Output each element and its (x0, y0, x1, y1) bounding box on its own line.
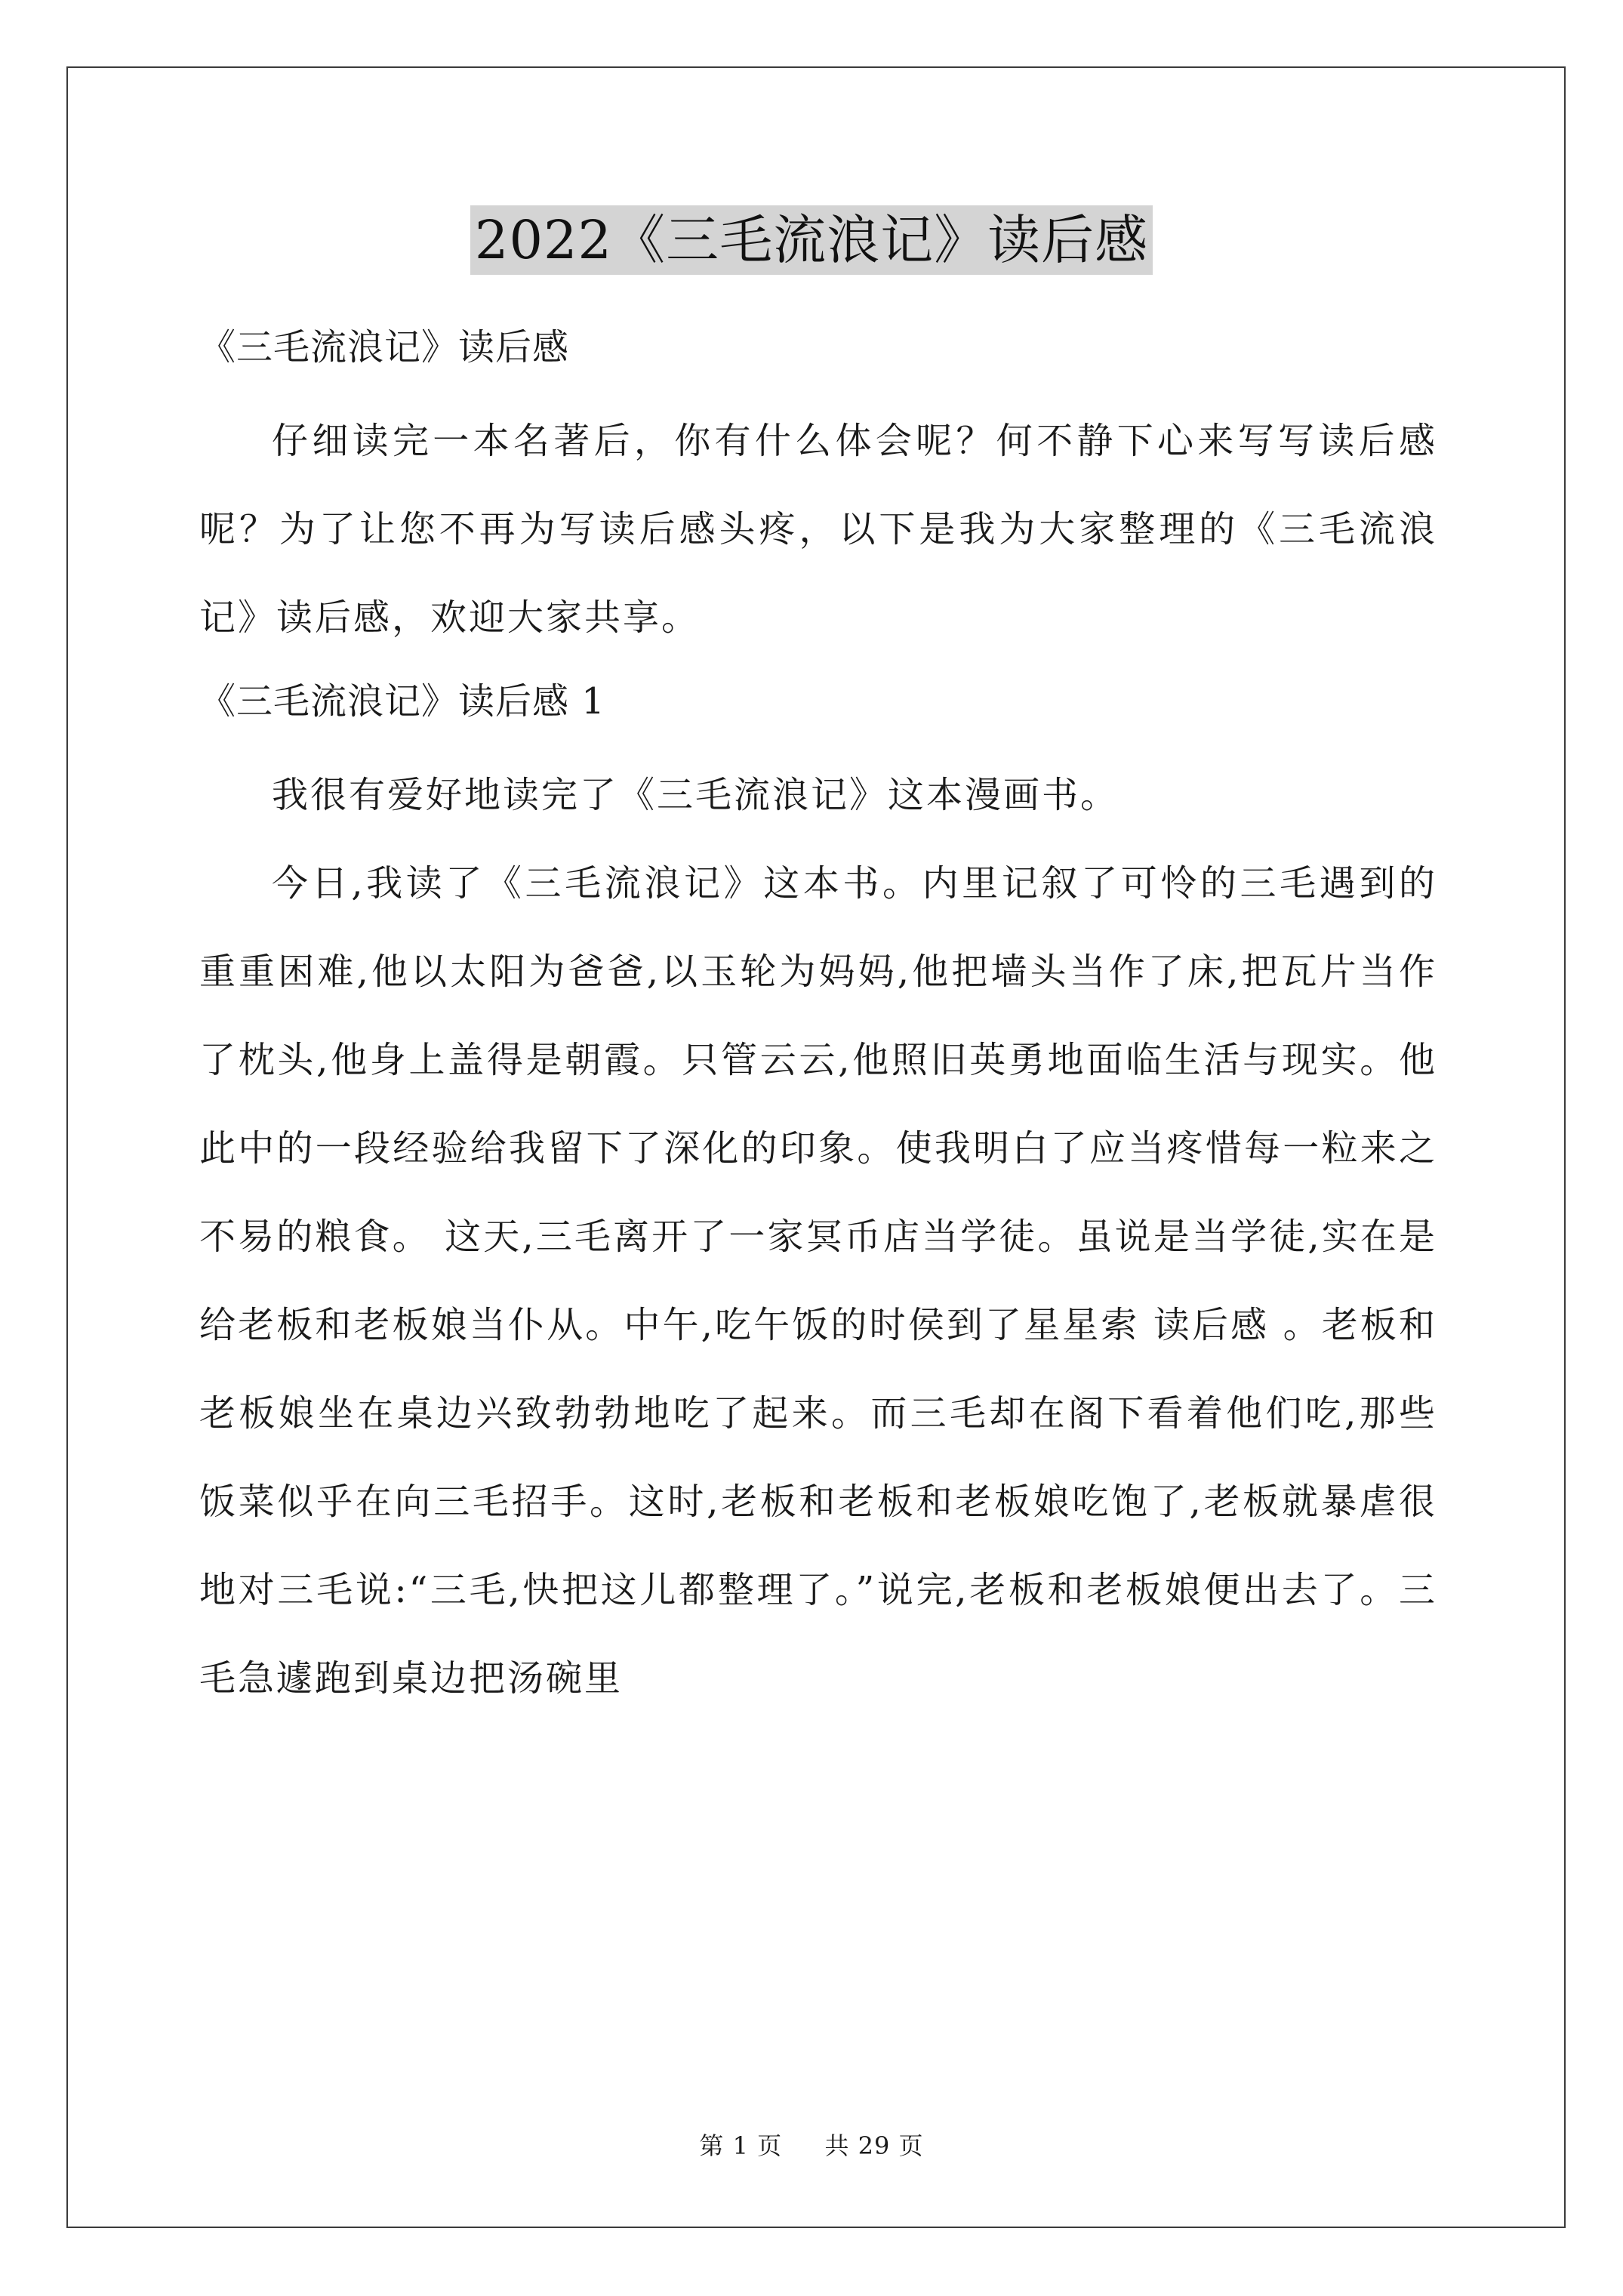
spacer (199, 387, 1437, 397)
body-paragraph-2: 今日,我读了《三毛流浪记》这本书。内里记叙了可怜的三毛遇到的重重困难,他以太阳为爸爸,以玉轮为妈妈,他把墙头当作了床,把瓦片当作了枕头,他身上盖得是朝霞。只管云云,他照旧英勇地面临生活与现实。他此中的一段经验给我留下了深化的印象。使我明白了应当疼惜每一粒来之不易的粮食。 这天,三毛离开了一家冥币店当学徒。虽说是当学徒,实在是给老板和老板娘当仆从。中午,吃午饭的时侯到了星星索 读后感 。老板和老板娘坐在桌边兴致勃勃地吃了起来。而三毛却在阁下看着他们吃,那些饭菜似乎在向三毛招手。这时,老板和老板和老板娘吃饱了,老板就暴虐很地对三毛说:“三毛,快把这儿都整理了。”说完,老板和老板娘便出去了。三毛急遽跑到桌边把汤碗里 (199, 862, 1437, 1700)
title-container (0, 205, 1623, 275)
page-number-total: 共 29 页 (824, 2131, 924, 2160)
document-body (199, 308, 1437, 1723)
intro-paragraph: 仔细读完一本名著后，你有什么体会呢？何不静下心来写写读后感呢？为了让您不再为写读后感头疼，以下是我为大家整理的《三毛流浪记》读后感，欢迎大家共享。 (199, 420, 1437, 639)
page-number-current: 第 1 页 (699, 2131, 783, 2160)
section-heading: 《三毛流浪记》读后感 1 (199, 680, 605, 723)
page-footer (0, 2127, 1623, 2162)
document-subtitle: 《三毛流浪记》读后感 (199, 326, 570, 368)
spacer (199, 741, 1437, 751)
body-paragraph-1: 我很有爱好地读完了《三毛流浪记》这本漫画书。 (272, 774, 1119, 816)
document-title: 2022《三毛流浪记》读后感 (470, 205, 1153, 275)
